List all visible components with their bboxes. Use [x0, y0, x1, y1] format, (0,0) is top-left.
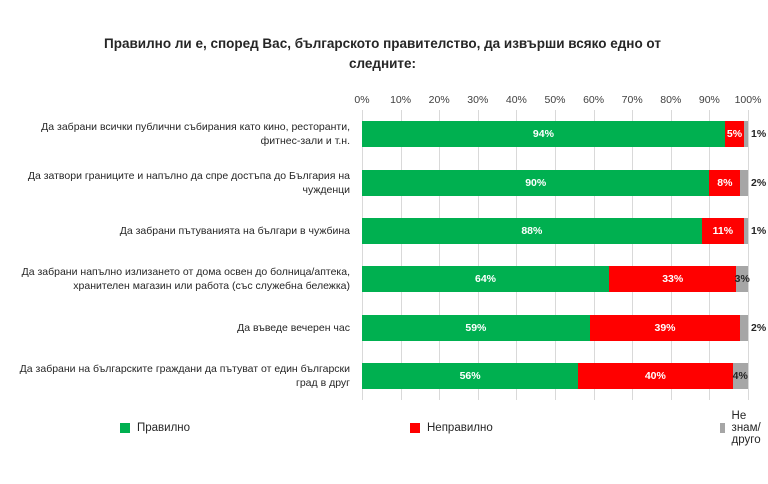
- bar-segment-label: 64%: [475, 273, 497, 286]
- bar-row: [362, 363, 748, 389]
- x-tick-label: 60%: [583, 94, 605, 106]
- bar-segment-label: 39%: [654, 321, 676, 334]
- x-tick-label: 10%: [390, 94, 412, 106]
- category-labels: [0, 110, 356, 400]
- x-axis-tick-labels: [354, 94, 762, 108]
- bar-row: [362, 315, 767, 341]
- bar-segment: [590, 315, 741, 341]
- bar-segment: [609, 266, 736, 292]
- bar-segment: [709, 170, 740, 196]
- bar-segment: [744, 121, 748, 147]
- gridline: [401, 110, 402, 400]
- bar-row: [362, 266, 748, 292]
- bar-segment-label: 4%: [732, 369, 748, 382]
- gridline: [439, 110, 440, 400]
- bar-segment: [578, 363, 732, 389]
- legend-item[interactable]: [720, 410, 766, 446]
- bar-segment: [362, 363, 578, 389]
- bar-segment: [733, 363, 748, 389]
- bar-segment-label: 5%: [726, 128, 743, 141]
- legend-label: Правилно: [137, 422, 191, 434]
- legend-label: Неправилно: [427, 422, 493, 434]
- bar-row: [362, 121, 767, 147]
- bar-segment: [362, 170, 709, 196]
- bar-segment: [362, 121, 725, 147]
- x-tick-label: 100%: [734, 94, 762, 106]
- gridline: [555, 110, 556, 400]
- legend-item[interactable]: [410, 418, 493, 438]
- bar-row: [362, 218, 767, 244]
- bar-segment: [744, 218, 748, 244]
- bar-row: [362, 170, 767, 196]
- bar-segment: [740, 170, 748, 196]
- bar-segment-label: 3%: [734, 273, 750, 286]
- chart-title: Правилно ли е, според Вас, българското правителство, да извърши всяко едно от следните:: [104, 36, 661, 71]
- bar-segment: [740, 315, 748, 341]
- chart-legend: [100, 410, 761, 446]
- bar-segment: [362, 315, 590, 341]
- x-tick-label: 90%: [698, 94, 720, 106]
- x-tick-label: 0%: [354, 94, 370, 106]
- legend-label: Не знам/друго: [731, 410, 761, 446]
- bar-segment: [736, 266, 748, 292]
- x-tick-label: 70%: [621, 94, 643, 106]
- bar-segment: [725, 121, 744, 147]
- category-label: Да забрани напълно излизането от дома освен до болница/аптека, хранителен магазин или работа (със служебна бележка): [21, 266, 350, 293]
- bar-segment-label: 59%: [465, 321, 487, 334]
- legend-swatch-icon: [410, 423, 420, 433]
- x-tick-label: 30%: [467, 94, 489, 106]
- gridline: [671, 110, 672, 400]
- category-label: Да забрани пътуванията на българи в чужбина: [119, 224, 350, 237]
- gridline: [632, 110, 633, 400]
- gridline: [362, 110, 363, 400]
- bar-segment-label: 88%: [521, 224, 543, 237]
- bar-segment-label: 33%: [662, 273, 684, 286]
- bar-segment-label: 56%: [459, 369, 481, 382]
- bar-segment-label: 1%: [751, 224, 767, 237]
- gridline: [478, 110, 479, 400]
- bar-segment-label: 8%: [717, 176, 733, 189]
- legend-swatch-icon: [120, 423, 130, 433]
- category-label: Да въведе вечерен час: [237, 321, 350, 334]
- category-label: Да затвори границите и напълно да спре достъпа до България на чужденци: [27, 169, 350, 196]
- bar-segment-label: 40%: [644, 369, 666, 382]
- gridline: [748, 110, 749, 400]
- gridline: [594, 110, 595, 400]
- bar-segment: [362, 266, 609, 292]
- x-tick-label: 40%: [505, 94, 527, 106]
- category-label: Да забрани на българските граждани да пътуват от един български град в друг: [19, 362, 350, 389]
- bar-segment-label: 1%: [751, 128, 767, 141]
- bar-segment-label: 2%: [751, 176, 767, 189]
- category-label: Да забрани всички публични събирания като кино, ресторанти, фитнес-зали и т.н.: [41, 121, 350, 148]
- bar-segment-label: 90%: [525, 176, 547, 189]
- gridline: [709, 110, 710, 400]
- gridline: [516, 110, 517, 400]
- bar-segment: [362, 218, 702, 244]
- x-tick-label: 50%: [544, 94, 566, 106]
- bar-segment-label: 94%: [532, 128, 554, 141]
- legend-swatch-icon: [720, 423, 725, 433]
- bar-segment: [702, 218, 744, 244]
- legend-item[interactable]: [120, 418, 190, 438]
- plot-area: [362, 110, 767, 400]
- bar-segment-label: 11%: [712, 224, 734, 237]
- x-tick-label: 80%: [660, 94, 682, 106]
- bar-segment-label: 2%: [751, 321, 767, 334]
- x-tick-label: 20%: [428, 94, 450, 106]
